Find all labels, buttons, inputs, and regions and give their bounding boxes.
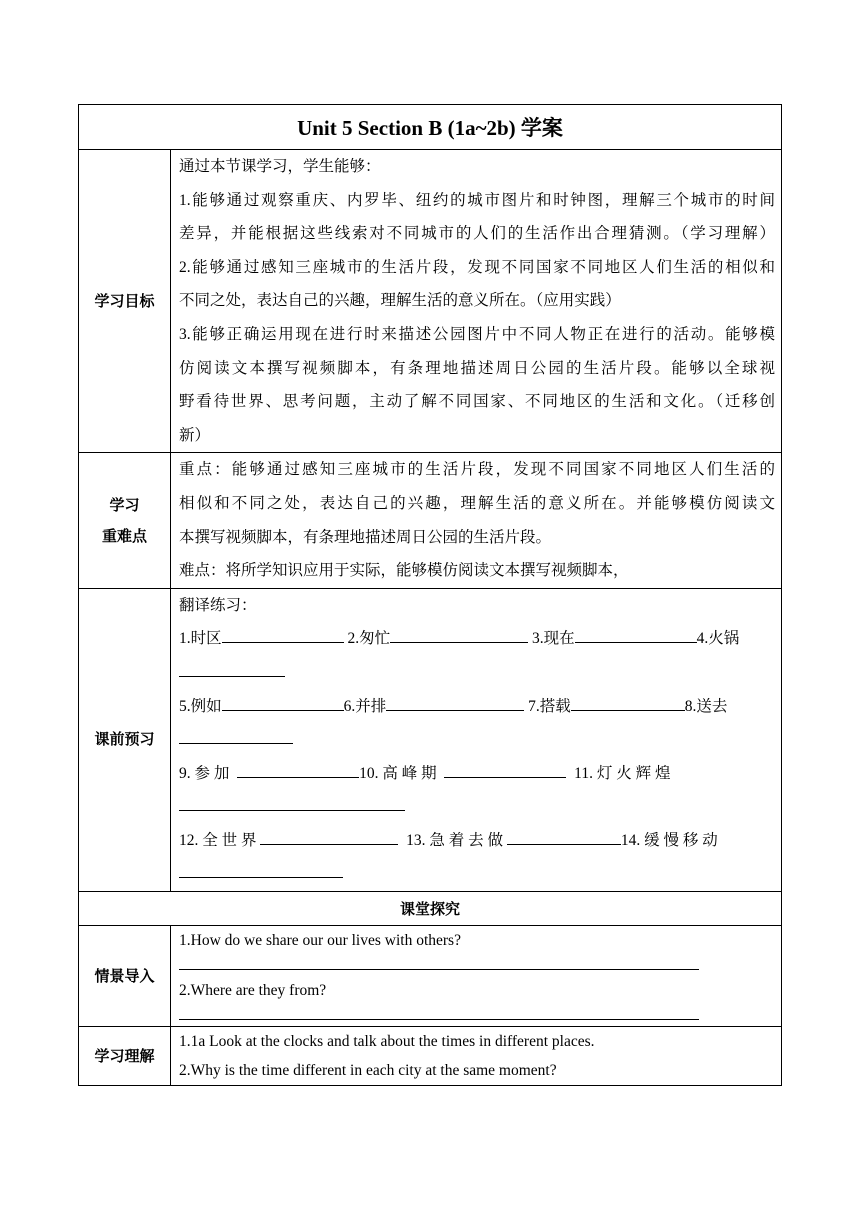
vocab-item-label: 7.搭载 bbox=[528, 697, 571, 715]
understanding-content bbox=[171, 1027, 782, 1086]
objectives-line: 2.能够通过感知三座城市的生活片段，发现不同国家不同地区人们生活的相似和 bbox=[179, 258, 775, 276]
preview-content bbox=[171, 588, 782, 891]
lead-in-question: 1.How do we share our our lives with others? bbox=[179, 932, 461, 950]
objectives-content bbox=[171, 150, 782, 453]
lead-in-content bbox=[171, 926, 782, 1027]
objectives-label: 学习目标 bbox=[79, 150, 171, 453]
vocab-item-label: 13. 急 着 去 做 bbox=[406, 831, 504, 849]
blank-line[interactable] bbox=[575, 626, 697, 643]
lead-in-label: 情景导入 bbox=[79, 926, 171, 1027]
key-points-line: 相似和不同之处，表达自己的兴趣，理解生活的意义所在。并能够模仿阅读文 bbox=[179, 494, 775, 512]
objectives-line: 野看待世界、思考问题，主动了解不同国家、不同地区的生活和文化。（迁移创 bbox=[179, 393, 775, 411]
vocab-item-label: 14. 缓 慢 移 动 bbox=[620, 831, 718, 849]
page-title: Unit 5 Section B (1a~2b) 学案 bbox=[79, 105, 782, 150]
understanding-question: 2.Why is the time different in each city at the same moment? bbox=[179, 1062, 557, 1080]
preview-row bbox=[79, 588, 782, 891]
blank-line[interactable] bbox=[179, 794, 405, 811]
lead-in-row bbox=[79, 926, 782, 1027]
objectives-line: 新） bbox=[179, 426, 211, 444]
key-points-line: 难点：将所学知识应用于实际，能够模仿阅读文本撰写视频脚本， bbox=[179, 562, 629, 580]
blank-line[interactable] bbox=[444, 761, 566, 778]
vocab-item-label: 6.并排 bbox=[343, 697, 387, 715]
vocab-item-label: 4.火锅 bbox=[696, 630, 740, 648]
key-points-content bbox=[171, 453, 782, 588]
class-explore-heading: 课堂探究 bbox=[79, 892, 782, 926]
objectives-line: 3.能够正确运用现在进行时来描述公园图片中不同人物正在进行的活动。能够模 bbox=[179, 325, 775, 343]
vocab-item-label: 11. 灯 火 辉 煌 bbox=[574, 764, 671, 782]
objectives-row bbox=[79, 150, 782, 453]
key-points-label-line2: 重难点 bbox=[101, 526, 147, 545]
vocab-item-label: 10. 高 峰 期 bbox=[359, 764, 437, 782]
blank-line[interactable] bbox=[179, 861, 343, 878]
objectives-line: 通过本节课学习，学生能够： bbox=[179, 158, 381, 175]
objectives-line: 1.能够通过观察重庆、内罗毕、纽约的城市图片和时钟图，理解三个城市的时间 bbox=[179, 191, 775, 209]
understanding-question: 1.1a Look at the clocks and talk about the times in different places. bbox=[179, 1033, 595, 1051]
preview-heading: 翻译练习： bbox=[179, 596, 257, 614]
vocab-item-label: 2.匆忙 bbox=[347, 630, 391, 648]
lead-in-question: 2.Where are they from? bbox=[179, 982, 327, 1000]
key-points-line: 本撰写视频脚本，有条理地描述周日公园的生活片段。 bbox=[179, 528, 552, 546]
answer-line[interactable] bbox=[179, 1005, 699, 1020]
key-points-label-line1: 学习 bbox=[109, 495, 140, 514]
blank-line[interactable] bbox=[390, 626, 528, 643]
vocab-item-label: 12. 全 世 界 bbox=[179, 831, 257, 849]
understanding-row bbox=[79, 1027, 782, 1086]
study-plan-table bbox=[78, 104, 782, 1086]
blank-line[interactable] bbox=[179, 660, 285, 677]
blank-line[interactable] bbox=[507, 828, 621, 845]
title-row bbox=[79, 105, 782, 150]
blank-line[interactable] bbox=[179, 727, 293, 744]
blank-line[interactable] bbox=[386, 694, 524, 711]
understanding-label: 学习理解 bbox=[79, 1027, 171, 1086]
vocab-item-label: 5.例如 bbox=[179, 697, 222, 715]
vocab-item-label: 1.时区 bbox=[179, 630, 222, 648]
objectives-line: 仿阅读文本撰写视频脚本，有条理地描述周日公园的生活片段。能够以全球视 bbox=[179, 359, 775, 377]
blank-line[interactable] bbox=[571, 694, 685, 711]
vocab-item-label: 3.现在 bbox=[532, 630, 575, 648]
answer-line[interactable] bbox=[179, 955, 699, 970]
blank-line[interactable] bbox=[222, 626, 344, 643]
vocab-item-label: 8.送去 bbox=[684, 697, 728, 715]
vocab-item-label: 9. 参 加 bbox=[179, 764, 230, 782]
class-explore-row bbox=[79, 892, 782, 926]
preview-label: 课前预习 bbox=[79, 588, 171, 891]
objectives-line: 差异，并能根据这些线索对不同城市的人们的生活作出合理猜测。（学习理解） bbox=[179, 225, 775, 243]
key-points-line: 重点：能够通过感知三座城市的生活片段，发现不同国家不同地区人们生活的 bbox=[179, 461, 775, 479]
blank-line[interactable] bbox=[260, 828, 398, 845]
blank-line[interactable] bbox=[222, 694, 344, 711]
key-points-label bbox=[79, 453, 171, 588]
key-points-row bbox=[79, 453, 782, 588]
blank-line[interactable] bbox=[237, 761, 359, 778]
objectives-line: 不同之处，表达自己的兴趣，理解生活的意义所在。（应用实践） bbox=[179, 292, 621, 310]
